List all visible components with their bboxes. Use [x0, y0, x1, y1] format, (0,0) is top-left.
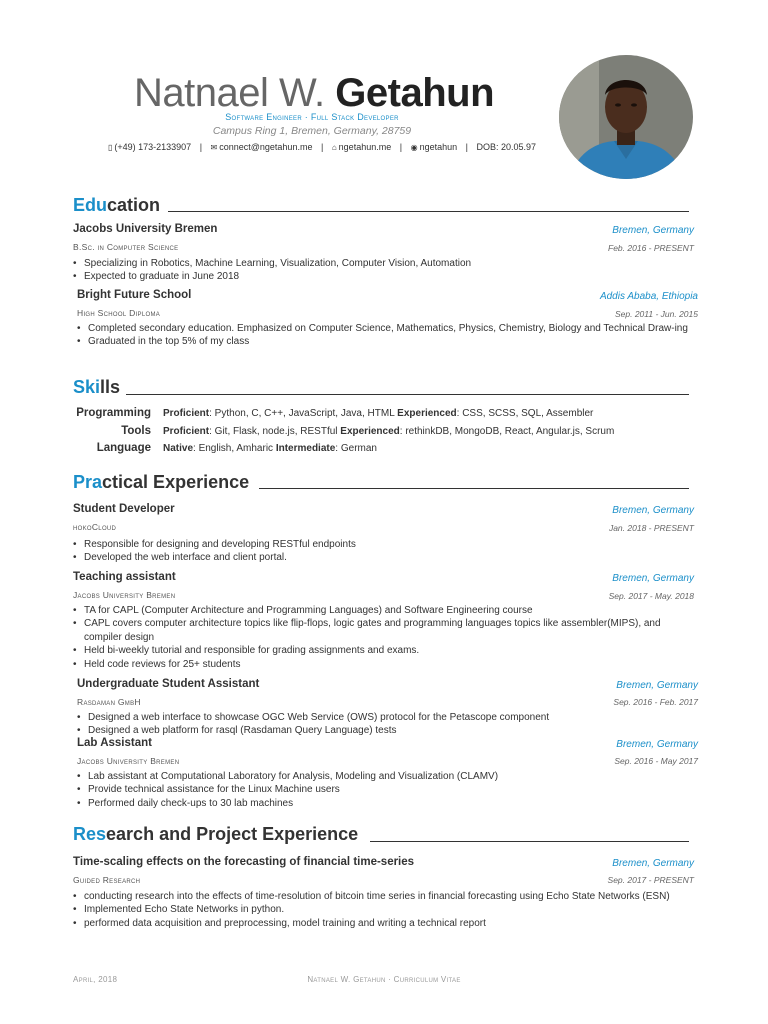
home-icon: ⌂ — [331, 143, 337, 152]
entry-title: Student Developer — [73, 503, 175, 515]
entry-subtitle: Guided Research — [73, 875, 141, 885]
section-heading-skills: Skills — [73, 377, 121, 397]
skill-row: Programming Proficient: Python, C, C++, JavaScript, Java, HTML Experienced: CSS, SCSS, SQL, Assembler — [73, 405, 614, 423]
entry-location: Bremen, Germany — [612, 858, 694, 869]
date-of-birth: DOB: 20.05.97 — [476, 142, 537, 152]
entry-date: Sep. 2016 - May 2017 — [614, 756, 698, 766]
list-item: • conducting research into the effects of time-resolution of bitcoin time series in financial forecasting using Echo State Networks (ESN) — [73, 890, 698, 903]
entry-date: Feb. 2016 - PRESENT — [608, 243, 694, 253]
contact-line — [80, 142, 564, 152]
list-item: • Held code reviews for 25+ students — [73, 658, 698, 671]
list-item: • Implemented Echo State Networks in python. — [73, 903, 698, 916]
entry-date: Sep. 2017 - May. 2018 — [608, 591, 694, 601]
skill-row: Tools Proficient: Git, Flask, node.js, RESTful Experienced: rethinkDB, MongoDB, React, Angular.js, Scrum — [73, 423, 614, 441]
list-item: • Provide technical assistance for the Linux Machine users — [77, 783, 698, 796]
entry-date: Sep. 2011 - Jun. 2015 — [614, 309, 698, 319]
entry-title: Jacobs University Bremen — [73, 223, 218, 235]
entry-title: Teaching assistant — [73, 571, 176, 583]
list-item: • performed data acquisition and preprocessing, model training and writing a technical report — [73, 917, 698, 930]
bullet-list — [73, 538, 698, 565]
section-heading-education: Education — [73, 195, 161, 215]
skill-row: Language Native: English, Amharic Intermediate: German — [73, 440, 614, 458]
footer-title: Natnael W. Getahun · Curriculum Vitae — [307, 975, 461, 984]
bullet-list — [73, 604, 698, 671]
entry-subtitle: Jacobs University Bremen — [73, 590, 176, 600]
list-item: • Held bi-weekly tutorial and responsible for grading assignments and exams. — [73, 644, 698, 657]
list-item: • CAPL covers computer architecture topics like flip-flops, logic gates and programming languages topics like assembler(MIPS), and compiler design — [73, 617, 698, 644]
email-link[interactable]: connect@ngetahun.me — [219, 142, 313, 152]
list-item: • Completed secondary education. Emphasized on Computer Science, Mathematics, Physics, Chemistry, Biology and Technical Draw-ing — [77, 322, 698, 335]
skill-category: Programming — [76, 407, 151, 419]
entry-date: Jan. 2018 - PRESENT — [608, 523, 694, 533]
entry-subtitle: Rasdaman GmbH — [77, 697, 141, 707]
entry-subtitle: High School Diploma — [77, 308, 161, 318]
email-icon: ✉ — [210, 143, 218, 152]
entry-location: Bremen, Germany — [616, 680, 698, 691]
entry-title: Time-scaling effects on the forecasting of financial time-series — [73, 856, 415, 868]
section-rule — [168, 211, 689, 212]
entry-subtitle: Jacobs University Bremen — [77, 756, 180, 766]
entry-subtitle: B.Sc. in Computer Science — [73, 242, 179, 252]
entry-location: Bremen, Germany — [612, 573, 694, 584]
separator: | — [465, 142, 468, 152]
list-item: • TA for CAPL (Computer Architecture and Programming Languages) and Software Engineering course — [73, 604, 698, 617]
bullet-list — [73, 257, 698, 284]
github-link[interactable]: ngetahun — [419, 142, 458, 152]
list-item: • Responsible for designing and developing RESTful endpoints — [73, 538, 698, 551]
entry-location: Bremen, Germany — [612, 225, 694, 236]
skill-category: Tools — [121, 424, 151, 437]
phone: (+49) 173-2133907 — [114, 142, 192, 152]
first-name: Natnael W. — [134, 71, 325, 115]
bullet-list — [77, 770, 698, 810]
candidate-name — [134, 70, 494, 116]
list-item: • Expected to graduate in June 2018 — [73, 270, 698, 283]
section-rule — [370, 841, 689, 842]
entry-title: Undergraduate Student Assistant — [77, 678, 260, 690]
bullet-list — [77, 711, 698, 738]
section-heading-research: Research and Project Experience — [73, 824, 359, 844]
list-item: • Lab assistant at Computational Laboratory for Analysis, Modeling and Visualization (CLAMV) — [77, 770, 698, 783]
position-title: Software Engineer · Full Stack Developer — [225, 112, 399, 122]
skills-table — [73, 405, 614, 458]
separator: | — [199, 142, 203, 152]
section-rule — [126, 394, 689, 395]
entry-subtitle: hokoCloud — [73, 522, 117, 532]
section-rule — [259, 488, 689, 489]
website-link[interactable]: ngetahun.me — [338, 142, 392, 152]
phone-icon: ▯ — [107, 143, 113, 152]
entry-title: Bright Future School — [77, 289, 192, 301]
entry-date: Sep. 2016 - Feb. 2017 — [613, 697, 698, 707]
bullet-list — [73, 890, 698, 930]
separator: | — [320, 142, 324, 152]
list-item: • Developed the web interface and client portal. — [73, 551, 698, 564]
github-icon: ◉ — [410, 143, 418, 152]
list-item: • Specializing in Robotics, Machine Learning, Visualization, Computer Vision, Automation — [73, 257, 698, 270]
skill-category: Language — [96, 442, 151, 454]
last-name: Getahun — [335, 71, 495, 115]
entry-date: Sep. 2017 - PRESENT — [607, 875, 694, 885]
list-item: • Designed a web interface to showcase OGC Web Service (OWS) protocol for the Petascope component — [77, 711, 698, 724]
entry-title: Lab Assistant — [77, 737, 152, 749]
profile-photo — [559, 55, 693, 179]
separator: | — [399, 142, 403, 152]
section-heading-experience: Practical Experience — [73, 472, 250, 492]
entry-location: Bremen, Germany — [612, 505, 694, 516]
list-item: • Designed a web platform for rasql (Rasdaman Query Language) tests — [77, 724, 698, 737]
list-item: • Graduated in the top 5% of my class — [77, 335, 698, 348]
footer-date: April, 2018 — [73, 975, 118, 984]
list-item: • Performed daily check-ups to 30 lab machines — [77, 797, 698, 810]
bullet-list — [77, 322, 698, 349]
entry-location: Bremen, Germany — [616, 739, 698, 750]
address: Campus Ring 1, Bremen, Germany, 28759 — [212, 125, 412, 137]
entry-location: Addis Ababa, Ethiopia — [599, 291, 698, 302]
